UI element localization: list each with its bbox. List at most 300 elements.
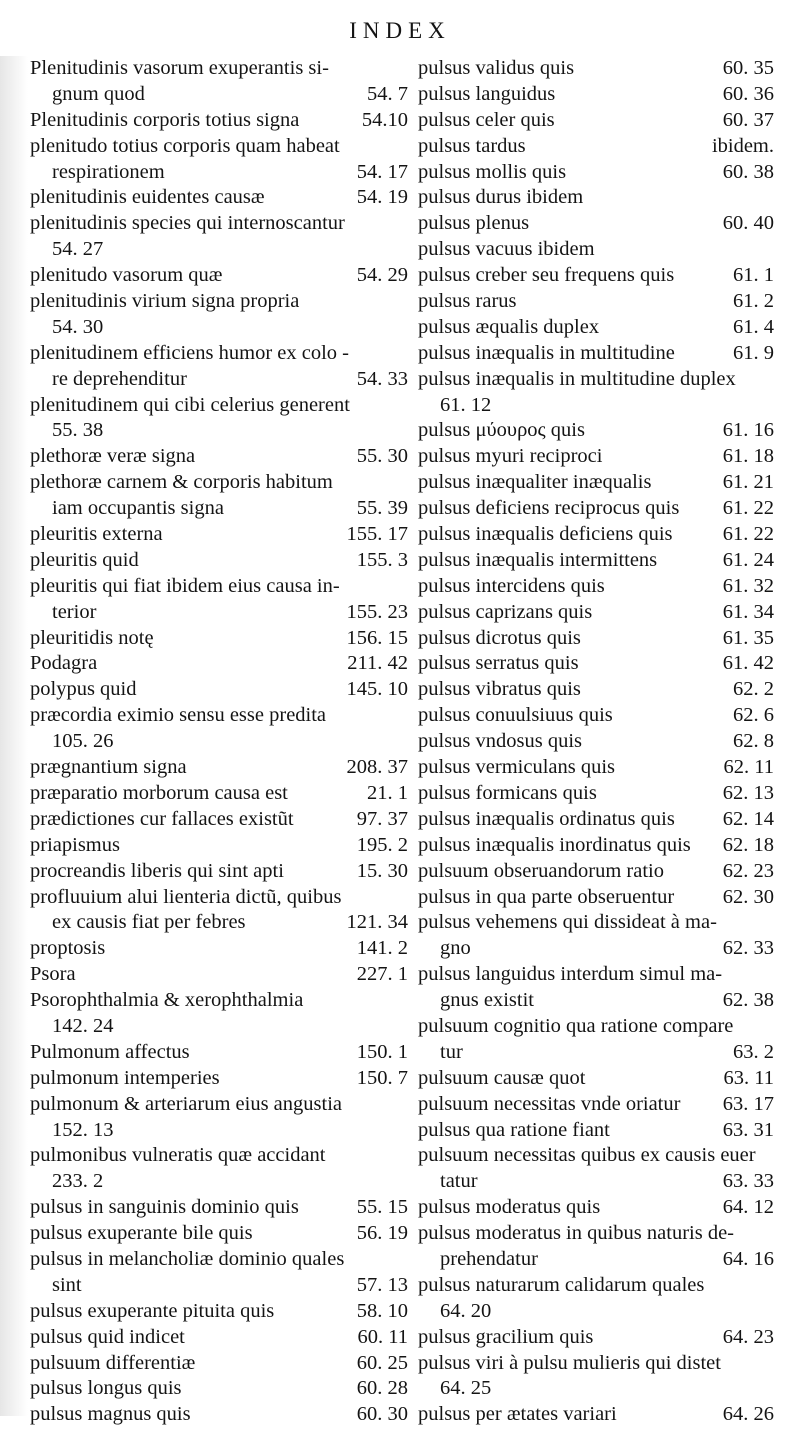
index-entry [30, 1247, 408, 1299]
index-entry [30, 988, 408, 1040]
entry-term: pulsuum necessitas vnde oriatur [418, 1092, 681, 1115]
entry-text [30, 185, 408, 211]
index-entry [30, 444, 408, 470]
index-entry [418, 341, 774, 367]
entry-text [418, 1092, 774, 1118]
entry-text [30, 574, 408, 600]
entry-text-continuation [30, 82, 408, 108]
entry-term: Plenitudinis corporis totius signa [30, 108, 300, 131]
entry-reference: 61. 35 [722, 626, 774, 649]
index-entry [418, 289, 774, 315]
entry-term: plenitudinem qui cibi celerius generent [30, 393, 350, 416]
entry-reference: 62. 18 [722, 833, 774, 856]
entry-text-continuation [30, 160, 408, 186]
index-entry [30, 781, 408, 807]
entry-text [30, 108, 408, 134]
index-entry [418, 1402, 774, 1428]
entry-term: pulsus vehemens qui dissideat à ma- [418, 911, 717, 934]
page-margin-shadow [0, 56, 28, 1416]
entry-term: pleuritis qui fiat ibidem eius causa in- [30, 574, 340, 597]
entry-reference: 60. 38 [722, 160, 774, 183]
index-entry [30, 134, 408, 186]
entry-text [30, 393, 408, 419]
entry-reference: 60. 36 [722, 82, 774, 105]
entry-term: pulsus exuperante bile quis [30, 1222, 253, 1245]
entry-text-continuation [30, 1273, 408, 1299]
index-entry [30, 522, 408, 548]
entry-reference: 60. 30 [356, 1403, 408, 1426]
entry-text [30, 263, 408, 289]
entry-reference: 62. 8 [733, 730, 774, 753]
index-entry [418, 1092, 774, 1118]
entry-text [418, 651, 774, 677]
entry-term: priapismus [30, 833, 120, 856]
index-entry [418, 885, 774, 911]
entry-term: pleuritis quid [30, 548, 139, 571]
entry-reference: 61. 24 [722, 548, 774, 571]
index-entry [418, 134, 774, 160]
entry-text-continuation [418, 1299, 774, 1325]
index-entry [30, 185, 408, 211]
entry-text [418, 729, 774, 755]
entry-term: præcordia eximio sensu esse predita [30, 704, 327, 727]
entry-term: pulsus in qua parte obseruentur [418, 885, 675, 908]
entry-reference: 63. 31 [722, 1118, 774, 1141]
entry-text [30, 1325, 408, 1351]
entry-reference: 54. 29 [356, 264, 408, 287]
index-entry [418, 522, 774, 548]
entry-text [30, 859, 408, 885]
entry-term: pulsuum cognitio qua ratione compare [418, 1014, 734, 1037]
entry-term: pulsus dicrotus quis [418, 626, 581, 649]
index-entry [418, 859, 774, 885]
entry-reference: 150. 1 [356, 1040, 408, 1063]
entry-reference: 60. 37 [722, 108, 774, 131]
index-entry [30, 1376, 408, 1402]
entry-reference: 61. 16 [722, 419, 774, 442]
entry-term: 152. 13 [52, 1118, 114, 1141]
entry-term: pulsus rarus [418, 290, 517, 313]
entry-term: proptosis [30, 937, 106, 960]
page-header: INDEX [349, 18, 451, 43]
entry-text-continuation [30, 729, 408, 755]
entry-text [30, 677, 408, 703]
entry-text [30, 1247, 408, 1273]
entry-text [418, 211, 774, 237]
entry-text [418, 82, 774, 108]
entry-reference: 61. 21 [722, 471, 774, 494]
entry-reference: 60. 11 [357, 1325, 408, 1348]
index-entry [30, 1066, 408, 1092]
entry-reference: 62. 33 [722, 937, 774, 960]
entry-reference: 64. 12 [722, 1196, 774, 1219]
index-entry [418, 418, 774, 444]
index-entry [418, 962, 774, 1014]
entry-reference: 141. 2 [356, 937, 408, 960]
entry-term: pulsus per ætates variari [418, 1403, 617, 1426]
entry-term: pulsuum causæ quot [418, 1066, 586, 1089]
index-entry [418, 444, 774, 470]
entry-term: gnus existit [440, 989, 534, 1012]
entry-text [418, 1118, 774, 1144]
index-entry [418, 1195, 774, 1221]
entry-text-continuation [418, 936, 774, 962]
entry-text [30, 341, 408, 367]
entry-reference: 63. 11 [723, 1066, 774, 1089]
entry-text-continuation [418, 1169, 774, 1195]
entry-text [418, 1143, 774, 1169]
entry-text-continuation [30, 1169, 408, 1195]
entry-term: pulsus inæqualis in multitudine duplex [418, 367, 736, 390]
entry-term: pulsus inæqualis intermittens [418, 548, 658, 571]
entry-text [418, 56, 774, 82]
index-entry [418, 1351, 774, 1403]
index-entry [30, 651, 408, 677]
entry-term: pulsus mollis quis [418, 160, 567, 183]
entry-text [418, 237, 774, 263]
entry-text [418, 1273, 774, 1299]
entry-term: pulsus myuri reciproci [418, 445, 603, 468]
entry-text [418, 1066, 774, 1092]
entry-text [30, 1299, 408, 1325]
index-entry [30, 1195, 408, 1221]
entry-term: tatur [440, 1170, 478, 1193]
entry-term: Psorophthalmia & xerophthalmia [30, 989, 304, 1012]
index-entry [418, 807, 774, 833]
entry-text [30, 56, 408, 82]
entry-text [30, 1092, 408, 1118]
entry-text-continuation [30, 600, 408, 626]
entry-term: pulmonum & arteriarum eius angustia [30, 1092, 342, 1115]
index-entry [30, 859, 408, 885]
entry-term: pulsus vndosus quis [418, 730, 583, 753]
index-entry [30, 1402, 408, 1428]
entry-term: respirationem [52, 160, 165, 183]
entry-text [418, 1195, 774, 1221]
entry-term: 64. 25 [440, 1377, 492, 1400]
entry-term: pulsus μύουρος quis [418, 419, 585, 442]
entry-text [30, 936, 408, 962]
entry-reference: 64. 23 [722, 1325, 774, 1348]
index-entry [418, 185, 774, 211]
entry-reference: 61. 22 [722, 497, 774, 520]
entry-text [30, 444, 408, 470]
entry-text [30, 833, 408, 859]
index-entry [418, 470, 774, 496]
index-entry [30, 885, 408, 937]
entry-text [30, 626, 408, 652]
index-entry [30, 56, 408, 108]
entry-text-continuation [30, 237, 408, 263]
entry-text [418, 677, 774, 703]
entry-text [418, 444, 774, 470]
entry-text [418, 160, 774, 186]
entry-text [418, 962, 774, 988]
entry-term: pulsus moderatus quis [418, 1196, 601, 1219]
entry-reference: 61. 42 [722, 652, 774, 675]
index-entry [418, 367, 774, 419]
entry-term: pulsus validus quis [418, 57, 575, 79]
index-entry [418, 160, 774, 186]
entry-term: pulsus tardus [418, 134, 526, 157]
entry-term: pulsus vacuus ibidem [418, 238, 595, 261]
entry-term: pulsus naturarum calidarum quales [418, 1273, 705, 1296]
entry-term: gnum quod [52, 82, 145, 105]
entry-term: pulsus caprizans quis [418, 600, 593, 623]
entry-text [418, 289, 774, 315]
entry-term: pleuritis externa [30, 523, 163, 546]
entry-text [30, 651, 408, 677]
index-entry [418, 237, 774, 263]
entry-text-continuation [30, 496, 408, 522]
entry-term: 55. 38 [52, 419, 104, 442]
entry-text [30, 962, 408, 988]
entry-term: pulsus exuperante pituita quis [30, 1299, 275, 1322]
index-entry [30, 1143, 408, 1195]
entry-reference: 54. 17 [356, 160, 408, 183]
entry-term: pleuritidis notę [30, 626, 154, 649]
entry-reference: 150. 7 [356, 1066, 408, 1089]
index-entry [30, 470, 408, 522]
entry-text-continuation [30, 315, 408, 341]
entry-reference: 155. 23 [346, 600, 408, 623]
index-entry [418, 833, 774, 859]
index-entry [418, 56, 774, 82]
index-entry [30, 1221, 408, 1247]
index-entry [418, 910, 774, 962]
entry-text [418, 548, 774, 574]
index-entry [30, 108, 408, 134]
index-entry [30, 962, 408, 988]
index-entry [30, 703, 408, 755]
entry-term: pulsus inæqualis in multitudine [418, 341, 675, 364]
entry-text [418, 1325, 774, 1351]
entry-reference: 227. 1 [356, 963, 408, 986]
entry-reference: 57. 13 [356, 1273, 408, 1296]
entry-term: pulmonibus vulneratis quæ accidant [30, 1144, 326, 1167]
entry-term: iam occupantis signa [52, 497, 224, 520]
entry-reference: 58. 10 [356, 1299, 408, 1322]
index-entry [418, 1014, 774, 1066]
entry-text-continuation [30, 1014, 408, 1040]
entry-reference: 62. 11 [723, 756, 774, 779]
index-entry [30, 626, 408, 652]
index-entry [30, 1325, 408, 1351]
entry-term: pulsus inæqualis deficiens quis [418, 523, 673, 546]
entry-text [30, 134, 408, 160]
entry-term: plenitudinis euidentes causæ [30, 186, 265, 209]
entry-text [418, 108, 774, 134]
entry-term: pulsus languidus [418, 82, 556, 105]
entry-reference: 62. 14 [722, 807, 774, 830]
entry-text [418, 1014, 774, 1040]
entry-term: ex causis fiat per febres [52, 911, 246, 934]
entry-term: terior [52, 600, 97, 623]
index-entry [30, 1299, 408, 1325]
entry-term: pulsus moderatus in quibus naturis de- [418, 1222, 735, 1245]
entry-reference: 61. 9 [733, 341, 774, 364]
entry-text [418, 341, 774, 367]
entry-term: pulsuum necessitas quibus ex causis euer [418, 1144, 756, 1167]
entry-text [30, 807, 408, 833]
index-entry [30, 211, 408, 263]
index-column-left [30, 56, 408, 1428]
entry-reference: 155. 3 [356, 548, 408, 571]
entry-text-continuation [30, 910, 408, 936]
entry-term: pulsus æqualis duplex [418, 315, 600, 338]
entry-reference: 61. 22 [722, 523, 774, 546]
index-entry [30, 677, 408, 703]
entry-text [418, 781, 774, 807]
entry-term: re deprehenditur [52, 367, 187, 390]
entry-text-continuation [418, 393, 774, 419]
entry-term: pulsus magnus quis [30, 1403, 191, 1426]
index-entry [418, 1143, 774, 1195]
entry-term: pulsus deficiens reciprocus quis [418, 497, 680, 520]
index-entry [30, 755, 408, 781]
entry-text [418, 367, 774, 393]
entry-term: pulsuum obseruandorum ratio [418, 859, 664, 882]
entry-reference: 145. 10 [346, 678, 408, 701]
entry-text [418, 807, 774, 833]
entry-reference: 195. 2 [356, 833, 408, 856]
entry-text-continuation [30, 1118, 408, 1144]
entry-term: pulsus qua ratione fiant [418, 1118, 610, 1141]
entry-text [418, 833, 774, 859]
entry-text [418, 522, 774, 548]
entry-term: pulmonum intemperies [30, 1066, 220, 1089]
entry-reference: 61. 32 [722, 574, 774, 597]
index-entry [418, 263, 774, 289]
index-entry [418, 315, 774, 341]
entry-reference: 60. 25 [356, 1351, 408, 1374]
entry-term: polypus quid [30, 678, 137, 701]
entry-reference: 56. 19 [356, 1222, 408, 1245]
entry-text [30, 289, 408, 315]
entry-term: pulsus gracilium quis [418, 1325, 594, 1348]
entry-text [30, 1040, 408, 1066]
index-entry [418, 1118, 774, 1144]
entry-reference: 211. 42 [347, 652, 408, 675]
entry-term: pulsus longus quis [30, 1377, 182, 1400]
index-entry [30, 833, 408, 859]
index-entry [30, 936, 408, 962]
entry-term: Pulmonum affectus [30, 1040, 190, 1063]
entry-reference: 155. 17 [346, 523, 408, 546]
index-entry [30, 548, 408, 574]
entry-text [30, 1376, 408, 1402]
index-entry [30, 393, 408, 445]
entry-text [30, 988, 408, 1014]
entry-term: 54. 30 [52, 315, 104, 338]
entry-term: plenitudo vasorum quæ [30, 264, 223, 287]
entry-term: pulsuum differentiæ [30, 1351, 196, 1374]
entry-term: plenitudinis virium signa propria [30, 290, 300, 313]
entry-reference: 15. 30 [356, 859, 408, 882]
entry-term: pulsus vibratus quis [418, 678, 581, 701]
entry-term: pulsus durus ibidem [418, 186, 584, 209]
entry-term: plenitudinis species qui internoscantur [30, 212, 345, 235]
entry-text [30, 781, 408, 807]
entry-term: pulsus conuulsiuus quis [418, 704, 613, 727]
entry-text [30, 703, 408, 729]
entry-text-continuation [30, 418, 408, 444]
entry-text-continuation [418, 988, 774, 1014]
entry-reference: 62. 6 [733, 704, 774, 727]
entry-term: pulsus celer quis [418, 108, 555, 131]
entry-text [418, 1402, 774, 1428]
entry-term: plenitudinem efficiens humor ex colo - [30, 341, 349, 364]
entry-text-continuation [418, 1247, 774, 1273]
entry-text [418, 315, 774, 341]
entry-term: pulsus languidus interdum simul ma- [418, 963, 723, 986]
entry-text [418, 703, 774, 729]
entry-text [418, 496, 774, 522]
entry-reference: 64. 16 [722, 1247, 774, 1270]
entry-reference: 60. 40 [722, 212, 774, 235]
entry-reference: 61. 34 [722, 600, 774, 623]
entry-text [30, 1066, 408, 1092]
entry-text [418, 910, 774, 936]
entry-text [418, 134, 774, 160]
entry-reference: 63. 17 [722, 1092, 774, 1115]
entry-text [418, 859, 774, 885]
index-entry [418, 755, 774, 781]
entry-term: prægnantium signa [30, 756, 187, 779]
entry-reference: 54. 7 [367, 82, 408, 105]
index-entry [30, 263, 408, 289]
entry-reference: 156. 15 [346, 626, 408, 649]
entry-term: pulsus inæqualiter inæqualis [418, 471, 652, 494]
entry-term: 233. 2 [52, 1170, 104, 1193]
index-entry [418, 729, 774, 755]
entry-term: 61. 12 [440, 393, 492, 416]
entry-reference: 54. 19 [356, 186, 408, 209]
entry-reference: 121. 34 [346, 911, 408, 934]
entry-term: Plenitudinis vasorum exuperantis si- [30, 57, 329, 79]
entry-term: pulsus quid indicet [30, 1325, 185, 1348]
entry-term: sint [52, 1273, 82, 1296]
entry-term: pulsus inæqualis ordinatus quis [418, 807, 675, 830]
entry-term: 142. 24 [52, 1014, 114, 1037]
index-entry [418, 496, 774, 522]
entry-text [30, 548, 408, 574]
entry-term: 105. 26 [52, 730, 114, 753]
entry-reference: 61. 18 [722, 445, 774, 468]
entry-term: Psora [30, 963, 76, 986]
index-entry [418, 600, 774, 626]
index-entry [418, 781, 774, 807]
entry-term: pulsus vermiculans quis [418, 756, 616, 779]
entry-term: pulsus creber seu frequens quis [418, 264, 675, 287]
index-entry [418, 1221, 774, 1273]
index-entry [30, 289, 408, 341]
entry-term: pulsus intercidens quis [418, 574, 605, 597]
entry-text [418, 418, 774, 444]
entry-text [418, 1351, 774, 1377]
entry-term: pulsus plenus [418, 212, 530, 235]
entry-reference: 61. 1 [733, 264, 774, 287]
index-entry [418, 548, 774, 574]
index-entry [418, 626, 774, 652]
entry-text [30, 470, 408, 496]
entry-term: pulsus in melancholiæ dominio quales [30, 1247, 345, 1270]
entry-term: pulsus serratus quis [418, 652, 579, 675]
entry-term: pulsus viri à pulsu mulieris qui distet [418, 1351, 721, 1374]
index-entry [30, 574, 408, 626]
entry-term: procreandis liberis qui sint apti [30, 859, 284, 882]
entry-reference: 60. 28 [356, 1377, 408, 1400]
